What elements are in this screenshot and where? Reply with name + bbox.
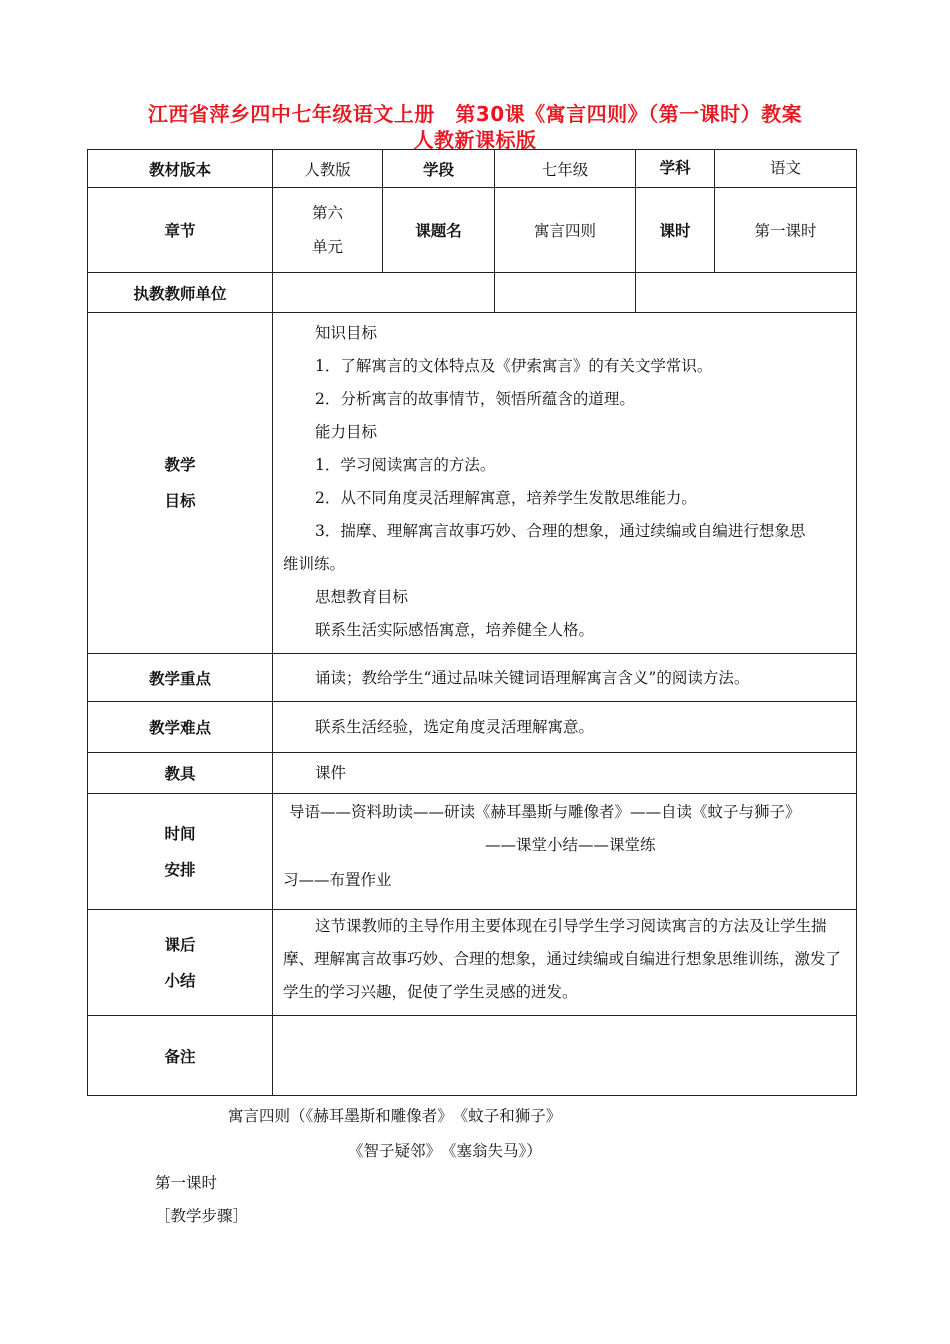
textbook-value: 人教版 [273,150,383,188]
goal-line: 1．了解寓言的文体特点及《伊索寓言》的有关文学常识。 [315,357,713,375]
teacher-unit-cell-1 [273,273,495,313]
schedule-line1: 导语——资料助读——研读《赫耳墨斯与雕像者》——自读《蚊子与狮子》 [289,803,801,821]
schedule-label-1: 时间 [164,824,196,843]
goal-line: 能力目标 [315,423,378,441]
goal-line: 3．揣摩、理解寓言故事巧妙、合理的想象，通过续编或自编进行想象思 [315,522,806,540]
row-schedule [88,794,857,910]
textbook-label: 教材版本 [88,150,273,188]
schedule-line3: 习——布置作业 [283,871,392,889]
document-title-line2: 人教新课标版 [413,128,537,152]
teaching-goals-label-2: 目标 [164,492,196,510]
goal-line: 思想教育目标 [315,588,409,606]
summary-label [88,910,273,1016]
chapter-value-line1: 第六 [311,204,343,222]
chapter-label: 章节 [88,188,273,273]
difficulty-value: 联系生活经验，选定角度灵活理解寓意。 [273,702,857,753]
teaching-steps-heading: ［教学步骤］ [155,1207,249,1225]
lesson-plan-table [87,149,857,1096]
subject-label: 学科 [636,150,715,188]
teaching-goals-label-1: 教学 [164,456,196,474]
teacher-unit-cell-2 [495,273,636,313]
row-notes [88,1016,857,1096]
teaching-goals-content [273,313,857,654]
schedule-label [88,794,273,910]
schedule-line2: ——课堂小结——课堂练 [485,836,656,854]
fables-heading-line1: 寓言四则（《赫耳墨斯和雕像者》 《蚊子和狮子》 [228,1107,562,1125]
first-period-heading: 第一课时 [155,1174,218,1192]
topic-value: 寓言四则 [495,188,636,273]
goal-line: 2．分析寓言的故事情节，领悟所蕴含的道理。 [315,390,635,408]
stage-label: 学段 [383,150,495,188]
teaching-goals-label [88,313,273,654]
schedule-content [273,794,857,910]
goal-line: 2．从不同角度灵活理解寓意，培养学生发散思维能力。 [315,489,697,507]
goal-line: 联系生活实际感悟寓意，培养健全人格。 [315,621,595,639]
goal-line: 1．学习阅读寓言的方法。 [315,456,496,474]
goal-line: 知识目标 [315,324,378,342]
tools-value: 课件 [273,753,857,794]
document-title-line1: 江西省萍乡四中七年级语文上册 第30课《寓言四则》（第一课时）教案 [147,102,803,126]
summary-label-2: 小结 [164,971,196,990]
goal-line: 维训练。 [283,555,346,573]
row-key-points [88,654,857,702]
summary-text: 这节课教师的主导作用主要体现在引导学生学习阅读寓言的方法及让学生揣摩、理解寓言故事巧妙、合理的想象，通过续编或自编进行想象思维训练，激发了学生的学习兴趣，促使了学生灵感的迸发。 [283,917,842,1001]
key-points-value: 诵读；教给学生“通过品味关键词语理解寓言含义”的阅读方法。 [273,654,857,702]
stage-value: 七年级 [495,150,636,188]
notes-label: 备注 [88,1016,273,1096]
notes-value [273,1016,857,1096]
summary-label-1: 课后 [164,935,196,954]
row-textbook [88,150,857,188]
topic-label: 课题名 [383,188,495,273]
chapter-value [273,188,383,273]
key-points-label: 教学重点 [88,654,273,702]
difficulty-label: 教学难点 [88,702,273,753]
schedule-label-2: 安排 [164,860,196,879]
period-label: 课时 [636,188,715,273]
fables-heading-line2: 《智子疑邻》 《塞翁失马》） [348,1142,542,1160]
row-summary [88,910,857,1016]
row-chapter [88,188,857,273]
row-teacher-unit [88,273,857,313]
tools-label: 教具 [88,753,273,794]
row-teaching-goals [88,313,857,654]
row-difficulty [88,702,857,753]
period-value: 第一课时 [715,188,857,273]
chapter-value-line2: 单元 [311,238,343,256]
summary-content [273,910,857,1016]
teacher-unit-label: 执教教师单位 [88,273,273,313]
teacher-unit-cell-3 [636,273,857,313]
row-tools [88,753,857,794]
subject-value: 语文 [715,150,857,188]
